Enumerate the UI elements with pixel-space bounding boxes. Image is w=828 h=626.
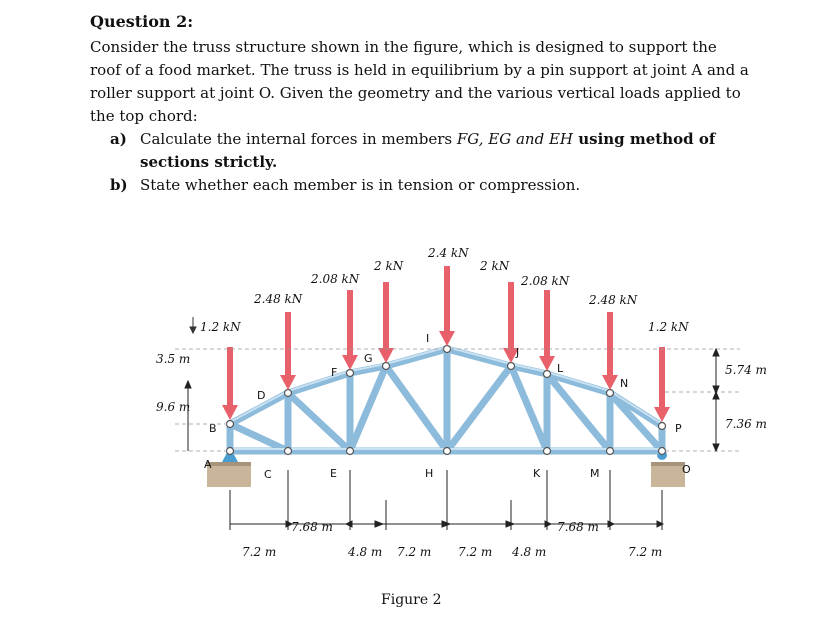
node-label-D: D xyxy=(257,389,266,402)
load-label-J: 2 kN xyxy=(480,259,510,273)
support-O xyxy=(651,450,685,487)
node-label-J: J xyxy=(516,346,520,359)
load-label-I: 2.4 kN xyxy=(428,246,469,260)
bottom-dim-6: 4.8 m xyxy=(512,545,547,559)
left-dim-lines xyxy=(185,381,191,451)
load-label-N: 2.48 kN xyxy=(589,293,638,307)
right-dim-lines xyxy=(713,349,719,451)
node-label-A: A xyxy=(204,458,212,471)
load-label-G: 2 kN xyxy=(374,259,404,273)
node-label-E: E xyxy=(330,467,337,480)
load-arrow-L xyxy=(539,290,555,371)
load-arrow-N xyxy=(602,312,618,390)
bottom-dim-1: 7.68 m xyxy=(291,520,333,534)
bottom-dim-8: 7.2 m xyxy=(628,545,663,559)
question-intro: Consider the truss structure shown in the figure, which is designed to support the roof of a food market. The truss is held in equilibrium by a pin support at joint A and a roller support at joint O. Given the geometry and the various vertical loads applied to the top chord: xyxy=(90,38,749,125)
load-label-L: 2.08 kN xyxy=(521,274,570,288)
left-dim-2: 9.6 m xyxy=(156,400,191,414)
node-label-K: K xyxy=(533,467,541,480)
node-label-N: N xyxy=(620,377,629,390)
truss-members xyxy=(230,349,662,451)
item-b-text: State whether each member is in tension or compression. xyxy=(140,176,581,194)
node-label-L: L xyxy=(557,362,564,375)
bottom-dim-4: 7.2 m xyxy=(397,545,432,559)
node-label-B: B xyxy=(209,422,217,435)
load-label-D: 2.48 kN xyxy=(254,292,303,306)
node-label-P: P xyxy=(675,422,682,435)
load-arrow-F xyxy=(342,290,358,370)
load-arrow-D xyxy=(280,312,296,390)
item-a-bold: using method of sections strictly. xyxy=(140,130,716,171)
load-label-marker-B xyxy=(190,317,196,333)
node-label-C: C xyxy=(264,468,272,481)
right-dim-2: 7.36 m xyxy=(725,417,767,431)
item-a-text: Calculate the internal forces in members FG, EG and EH using method of sections strictly. xyxy=(140,130,716,171)
right-dim-1: 5.74 m xyxy=(725,363,767,377)
node-label-H: H xyxy=(425,467,434,480)
node-label-F: F xyxy=(331,366,338,379)
bottom-dim-7: 7.68 m xyxy=(557,520,599,534)
load-label-F: 2.08 kN xyxy=(311,272,360,286)
load-arrow-I xyxy=(439,266,455,346)
load-label-B: 1.2 kN xyxy=(200,320,241,334)
node-label-I: I xyxy=(426,332,430,345)
item-b-label: b) xyxy=(110,176,128,194)
node-label-O: O xyxy=(682,463,691,476)
load-arrow-P xyxy=(654,347,670,422)
node-label-M: M xyxy=(590,467,600,480)
load-arrow-G xyxy=(378,282,394,363)
bottom-dim-3: 4.8 m xyxy=(348,545,383,559)
figure-caption: Figure 2 xyxy=(381,592,442,608)
load-label-P: 1.2 kN xyxy=(648,320,689,334)
left-dim-1: 3.5 m xyxy=(156,352,191,366)
question-title: Question 2: xyxy=(90,12,194,31)
item-a-members: FG, EG and EH xyxy=(456,130,573,148)
bottom-dim-2: 7.2 m xyxy=(242,545,277,559)
node-label-G: G xyxy=(364,352,373,365)
load-arrow-B xyxy=(222,347,238,420)
item-a-label: a) xyxy=(110,130,127,148)
bottom-dim-5: 7.2 m xyxy=(458,545,493,559)
